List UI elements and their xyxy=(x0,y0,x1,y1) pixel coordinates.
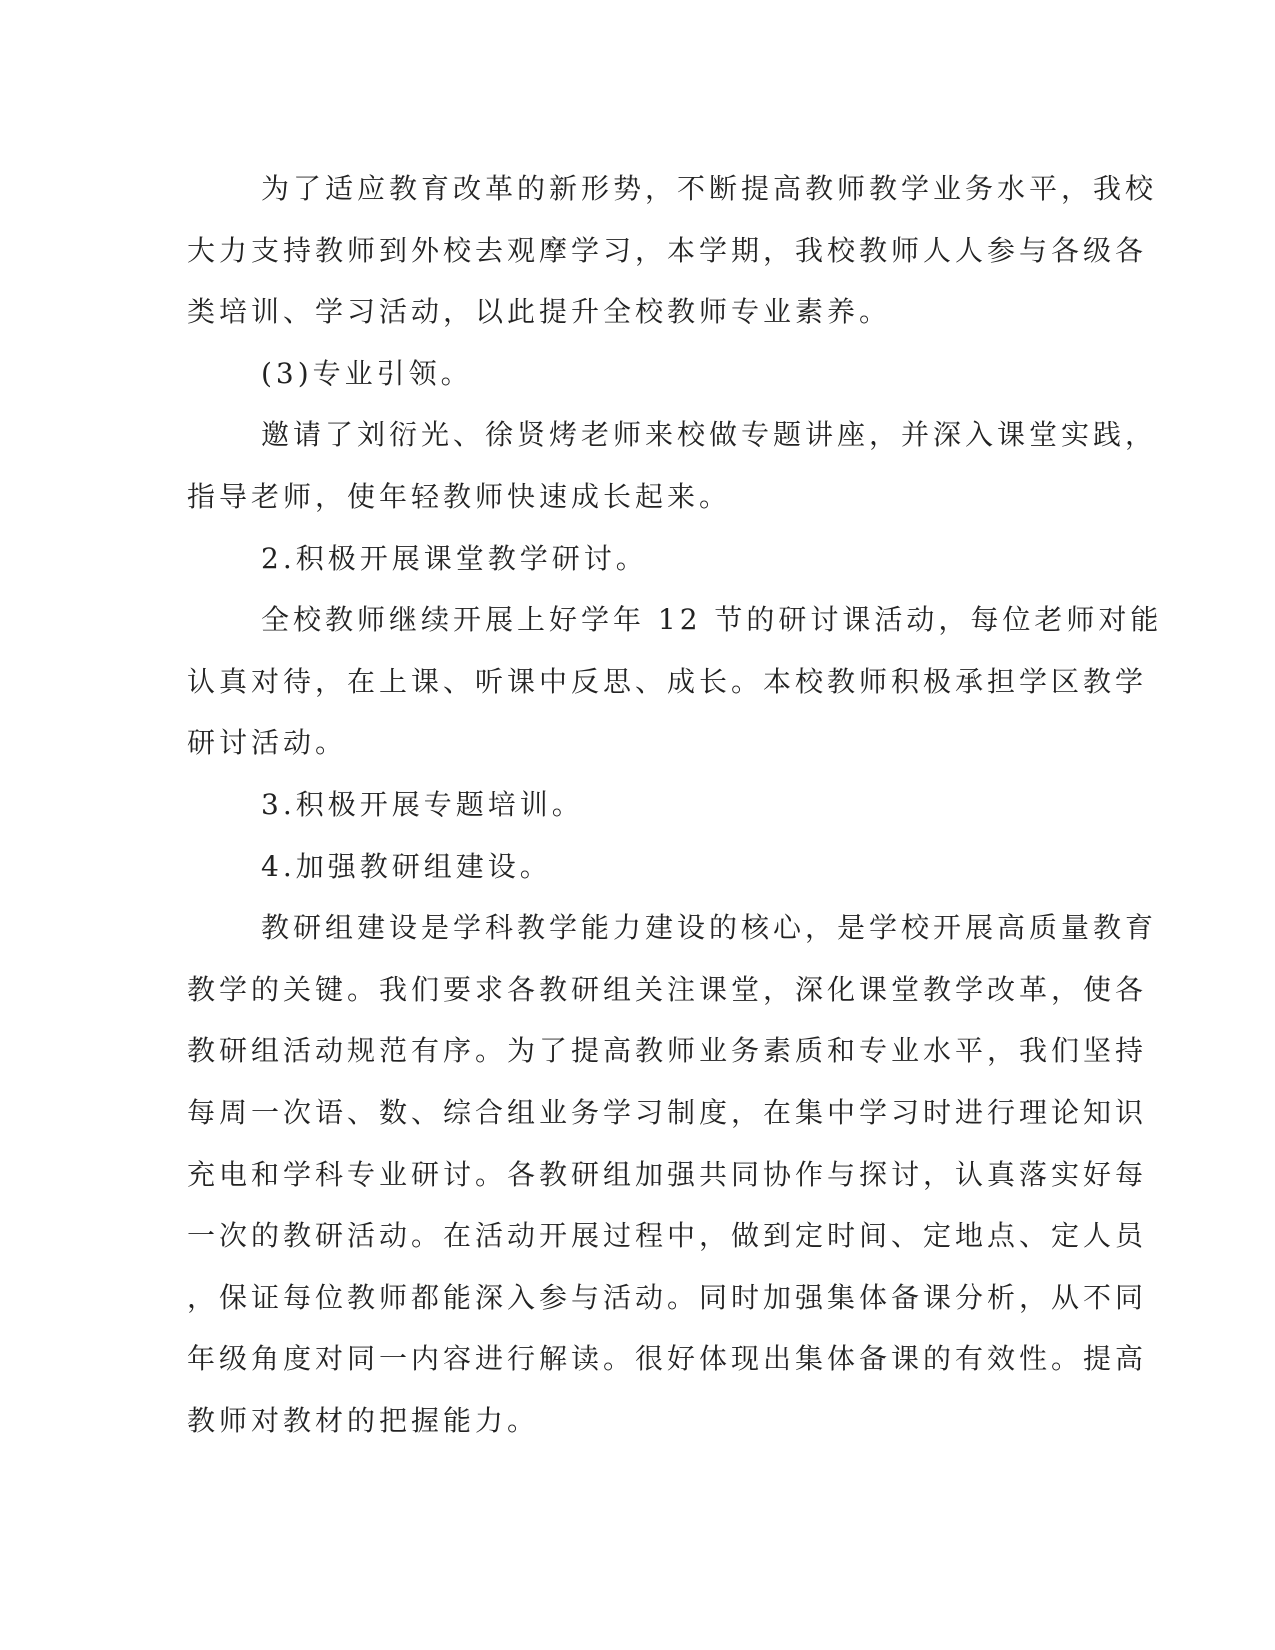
paragraph-line: 大力支持教师到外校去观摩学习，本学期，我校教师人人参与各级各 xyxy=(187,233,1148,267)
paragraph-line: 充电和学科专业研讨。各教研组加强共同协作与探讨，认真落实好每 xyxy=(187,1157,1148,1191)
paragraph-line: 类培训、学习活动，以此提升全校教师专业素养。 xyxy=(187,295,892,329)
paragraph-line: 教学的关键。我们要求各教研组关注课堂，深化课堂教学改革，使各 xyxy=(187,972,1148,1006)
paragraph-line: 教研组建设是学科教学能力建设的核心，是学校开展高质量教育 xyxy=(261,911,1158,945)
section-heading: 4.加强教研组建设。 xyxy=(261,849,552,883)
paragraph-line: ，保证每位教师都能深入参与活动。同时加强集体备课分析，从不同 xyxy=(187,1280,1148,1314)
paragraph-line: 邀请了刘衍光、徐贤烤老师来校做专题讲座，并深入课堂实践， xyxy=(261,418,1158,452)
section-heading: (3)专业引领。 xyxy=(261,356,473,390)
section-heading: 3.积极开展专题培训。 xyxy=(261,787,584,821)
paragraph-line: 一次的教研活动。在活动开展过程中，做到定时间、定地点、定人员 xyxy=(187,1219,1148,1253)
document-body xyxy=(187,158,1163,1451)
paragraph-line: 为了适应教育改革的新形势，不断提高教师教学业务水平，我校 xyxy=(261,172,1158,205)
paragraph-line: 认真对待，在上课、听课中反思、成长。本校教师积极承担学区教学 xyxy=(187,664,1148,698)
section-heading: 2.积极开展课堂教学研讨。 xyxy=(261,541,648,575)
paragraph-line: 教研组活动规范有序。为了提高教师业务素质和专业水平，我们坚持 xyxy=(187,1034,1148,1068)
paragraph-line: 指导老师，使年轻教师快速成长起来。 xyxy=(187,479,732,513)
paragraph-line: 每周一次语、数、综合组业务学习制度，在集中学习时进行理论知识 xyxy=(187,1095,1148,1129)
paragraph-line: 年级角度对同一内容进行解读。很好体现出集体备课的有效性。提高 xyxy=(187,1342,1148,1376)
paragraph-line: 研讨活动。 xyxy=(187,726,348,760)
paragraph-line: 教师对教材的把握能力。 xyxy=(187,1403,540,1437)
paragraph-line: 全校教师继续开展上好学年 12 节的研讨课活动，每位老师对能 xyxy=(261,603,1163,637)
